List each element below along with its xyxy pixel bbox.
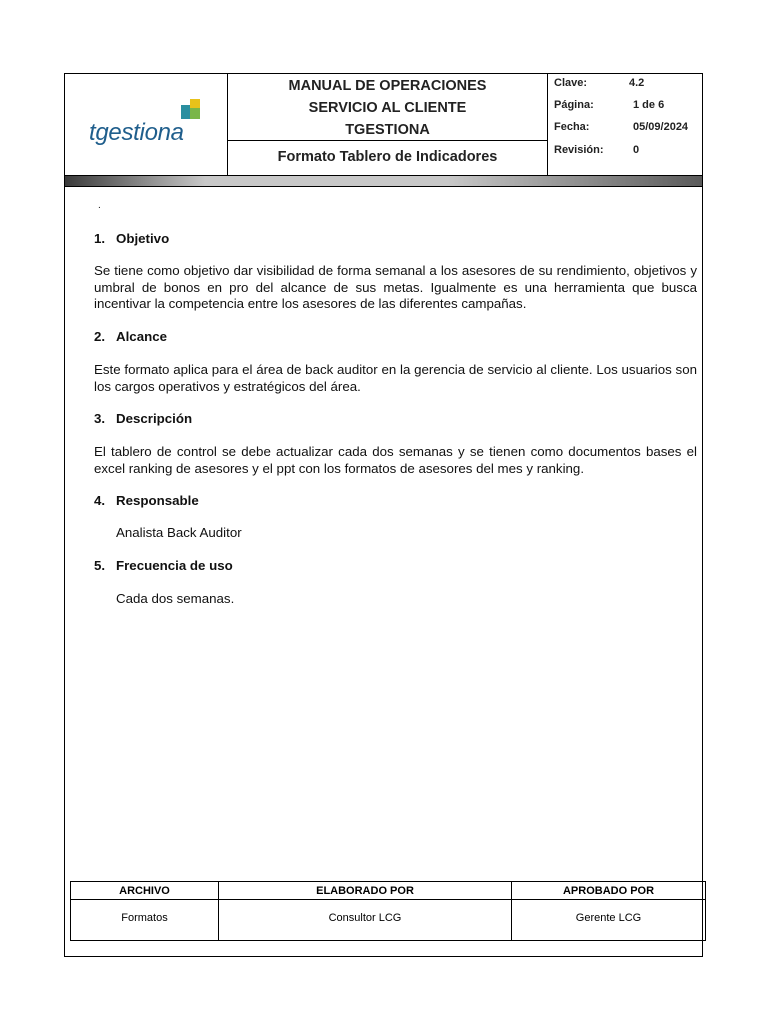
column-value: Gerente LCG bbox=[575, 912, 642, 924]
approval-table bbox=[70, 881, 706, 941]
document-metadata bbox=[548, 73, 703, 177]
section-text-alcance: Este formato aplica para el área de back auditor en la gerencia de servicio al cliente. Los usuarios son los cargos operativos y estratégicos del área. bbox=[94, 362, 697, 394]
logo-cell bbox=[64, 73, 228, 177]
section-number: 1. bbox=[94, 231, 106, 246]
section-title: Descripción bbox=[116, 411, 193, 426]
section-heading-frecuencia bbox=[94, 558, 233, 573]
elaborado-column bbox=[219, 882, 512, 940]
company-logo bbox=[89, 111, 209, 151]
title-line-3: TGESTIONA bbox=[345, 122, 430, 138]
title-cell bbox=[228, 73, 548, 177]
logo-mark-icon bbox=[181, 99, 203, 119]
section-number: 3. bbox=[94, 411, 106, 426]
section-heading-alcance bbox=[94, 329, 167, 344]
stray-dot: . bbox=[98, 200, 101, 211]
section-heading-responsable bbox=[94, 493, 199, 508]
meta-label: Página: bbox=[554, 99, 594, 111]
section-title: Responsable bbox=[116, 493, 199, 508]
document-frame bbox=[64, 73, 703, 957]
title-line-2: SERVICIO AL CLIENTE bbox=[308, 100, 467, 116]
section-number: 4. bbox=[94, 493, 106, 508]
section-title: Objetivo bbox=[116, 231, 170, 246]
section-heading-objetivo bbox=[94, 231, 169, 246]
section-text-responsable: Analista Back Auditor bbox=[116, 525, 242, 540]
title-line-1: MANUAL DE OPERACIONES bbox=[288, 78, 487, 94]
meta-label: Revisión: bbox=[554, 144, 604, 156]
column-header: ELABORADO POR bbox=[219, 882, 511, 900]
column-header: APROBADO POR bbox=[512, 882, 705, 900]
aprobado-column bbox=[512, 882, 705, 940]
manual-title bbox=[228, 73, 547, 141]
meta-label: Clave: bbox=[554, 77, 588, 89]
section-text-frecuencia: Cada dos semanas. bbox=[116, 591, 235, 606]
meta-value: 4.2 bbox=[629, 77, 645, 89]
meta-label: Fecha: bbox=[554, 121, 590, 133]
section-title: Alcance bbox=[116, 329, 167, 344]
format-subtitle: Formato Tablero de Indicadores bbox=[277, 149, 498, 165]
section-heading-descripcion bbox=[94, 411, 192, 426]
format-subtitle-cell bbox=[228, 141, 547, 177]
logo-wordmark: tgestiona bbox=[89, 119, 184, 146]
section-number: 2. bbox=[94, 329, 106, 344]
section-number: 5. bbox=[94, 558, 106, 573]
column-value: Formatos bbox=[121, 912, 168, 924]
section-text-descripcion: El tablero de control se debe actualizar cada dos semanas y se tienen como documentos bases el excel ranking de asesores y el ppt con los formatos de asesores del mes y ranking. bbox=[94, 444, 697, 476]
header-divider-bar bbox=[64, 175, 703, 187]
section-title: Frecuencia de uso bbox=[116, 558, 233, 573]
column-value: Consultor LCG bbox=[328, 912, 402, 924]
meta-value: 1 de 6 bbox=[633, 99, 665, 111]
archivo-column bbox=[71, 882, 219, 940]
section-text-objetivo: Se tiene como objetivo dar visibilidad de forma semanal a los asesores de su rendimiento, objetivos y umbral de bonos en pro del alcance de sus metas. Igualmente es una herramienta que busca incentivar la competencia entre los asesores de las diferentes campañas. bbox=[94, 263, 697, 311]
meta-value: 05/09/2024 bbox=[633, 121, 689, 133]
column-header: ARCHIVO bbox=[71, 882, 218, 900]
document-header bbox=[64, 73, 703, 177]
meta-value: 0 bbox=[633, 144, 640, 156]
